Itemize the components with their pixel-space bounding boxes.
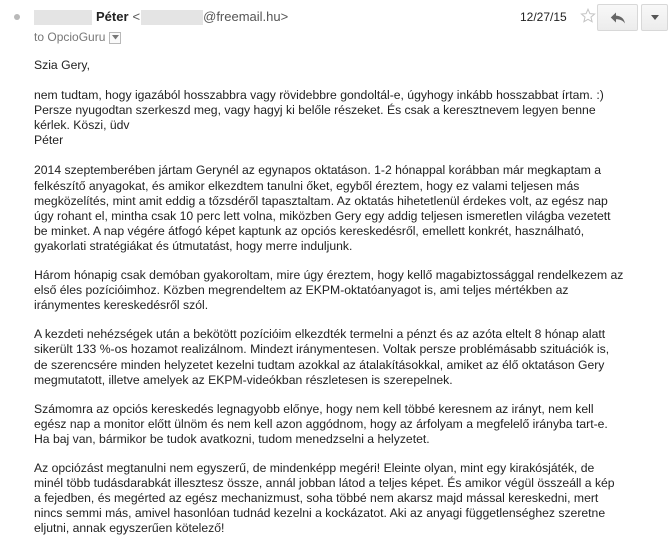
text-line: sikerült 133 %-os hozamot realizálnom. Mindezt iránymentesen. Voltak persze problémásabb szituációk is, bbox=[34, 342, 610, 357]
sender-status-dot bbox=[14, 14, 20, 20]
sender-email-domain: @freemail.hu> bbox=[203, 9, 289, 24]
star-button[interactable] bbox=[580, 8, 596, 24]
text-line: minél több tudásdarabkát illesztesz össze, annál jobban látod a teljes képet. És amikor végül összeáll a kép bbox=[34, 476, 615, 491]
text-line: be minket. A nap végére átfogó képet kaptunk az opciós kereskedésről, emellett konkrét, használható, bbox=[34, 223, 585, 238]
text-line: Persze nyugodtan szerkeszd meg, vagy hagyj ki belőle részeket. És csak a keresztnevem legyen benne bbox=[34, 103, 596, 118]
chevron-down-icon bbox=[112, 35, 119, 40]
recipient-name: OpcioGuru bbox=[47, 30, 106, 44]
text-line: nincs semmi más, amivel hasonlóan tudnád kezelni a kockázatot. Aki az anyagi függetlenséghez szeretne bbox=[34, 506, 606, 521]
paragraph-results bbox=[34, 327, 666, 387]
redacted-email-user bbox=[141, 10, 203, 25]
text-line: iránymentes kereskedésről szól. bbox=[34, 298, 209, 313]
paragraph-conclusion bbox=[34, 461, 666, 536]
sender-name[interactable]: Péter bbox=[96, 9, 129, 24]
reply-button[interactable] bbox=[597, 4, 638, 31]
text-line: Három hónapig csak demóban gyakoroltam, mire úgy éreztem, hogy kellő magabiztossággal rendelkezem az bbox=[34, 268, 624, 283]
text-line: nem tudtam, hogy igazából hosszabbra vagy rövidebbre gondoltál-e, úgyhogy inkább hosszabbat írtam. :) bbox=[34, 88, 604, 103]
paragraph-training bbox=[34, 163, 666, 254]
details-dropdown[interactable] bbox=[109, 32, 121, 44]
text-line: első éles pozícióimhoz. Közben megrendeltem az EKPM-oktatóanyagot is, ami teljes mértékben az bbox=[34, 283, 569, 298]
text-line: kérlek. Köszi, üdv bbox=[34, 118, 130, 133]
sender-email-open: < bbox=[132, 9, 141, 24]
star-icon bbox=[580, 8, 596, 24]
text-line: felkészítő anyagokat, és amikor elkezdtem tanulni őket, egyből éreztem, hogy ez valami teljesen más bbox=[34, 178, 580, 193]
text-line: Számomra az opciós kereskedés legnagyobb előnye, hogy nem kell többé keresnem az irányt, nem kell bbox=[34, 401, 594, 416]
text-line: 2014 szeptemberében jártam Gerynél az egynapos oktatáson. 1-2 hónappal korábban már megkaptam a bbox=[34, 163, 602, 178]
paragraph-advantages bbox=[34, 402, 666, 447]
sender-email bbox=[133, 9, 289, 25]
text-line: Ha baj van, bármikor be tudok avatkozni, tudom menedzselni a helyzetet. bbox=[34, 431, 430, 446]
to-prefix: to bbox=[34, 30, 45, 44]
text-line: egész nap a monitor előtt ülnöm és nem kell azon aggódnom, hogy az árfolyam a megfelelő irányba tart-e. bbox=[34, 416, 608, 431]
intro-paragraph bbox=[34, 88, 666, 148]
message-body bbox=[34, 58, 666, 550]
chevron-down-icon bbox=[651, 15, 659, 20]
text-line: gyakorlati stratégiákat és útmutatást, hogy merre induljunk. bbox=[34, 238, 353, 253]
paragraph-practice bbox=[34, 268, 666, 313]
text-line: eljutni, annak egyszerűen kötelező! bbox=[34, 521, 225, 536]
from-line bbox=[34, 9, 288, 25]
reply-arrow-icon bbox=[610, 12, 626, 24]
text-line: A kezdeti nehézségek után a bekötött pozícióim elkezdték termelni a pénzt és az azóta eltelt 8 hónap alatt bbox=[34, 327, 606, 342]
redacted-sender-name bbox=[34, 10, 92, 25]
text-line: Az opciózást megtanulni nem egyszerű, de mindenképp megéri! Eleinte olyan, mint egy kirakósjáték, de bbox=[34, 460, 595, 475]
message-header bbox=[0, 0, 672, 50]
text-line: Péter bbox=[34, 133, 64, 148]
text-line: megmutatott, illetve amelyek az EKPM-videókban részletesen is szerepelnek. bbox=[34, 372, 453, 387]
text-line: úgy rohant el, mintha csak 10 perc lett volna, miközben Gery egy addig teljesen ismeretlen világba vezetett bbox=[34, 208, 611, 223]
more-actions-button[interactable] bbox=[641, 4, 668, 31]
greeting: Szia Gery, bbox=[34, 58, 90, 72]
recipient-line bbox=[34, 30, 121, 45]
text-line: megközelítés, mint amit eddig a tőzsdéről tapasztaltam. Az oktatás hihetetlenül érdekes volt, az egész nap bbox=[34, 193, 608, 208]
message-date: 12/27/15 bbox=[520, 10, 567, 24]
text-line: a fejedben, és megérted az egész mechanizmust, soha többé nem akarsz majd mással kereskedni, mert bbox=[34, 491, 599, 506]
text-line: de szerencsére minden helyzetet kezelni tudtam azokkal az átalakításokkal, amiket az élő oktatáson Gery bbox=[34, 357, 605, 372]
